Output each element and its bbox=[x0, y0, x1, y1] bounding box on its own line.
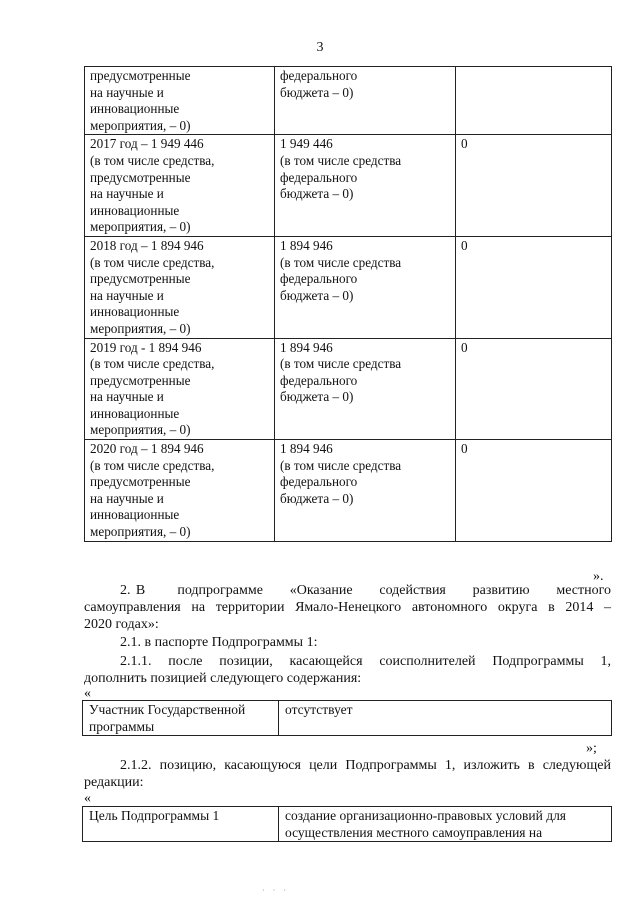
funding-cell-1: 2020 год – 1 894 946 (в том числе средства, предусмотренные на научные и инновационные мероприятия, – 0) bbox=[85, 440, 275, 542]
goal-table bbox=[82, 806, 612, 842]
goal-label: Цель Подпрограммы 1 bbox=[83, 807, 279, 842]
funding-cell-1: 2018 год – 1 894 946 (в том числе средства, предусмотренные на научные и инновационные мероприятия, – 0) bbox=[85, 236, 275, 338]
paragraph-2-1-1-line-1: 2.1.1. после позиции, касающейся соисполнителей Подпрограммы 1, bbox=[120, 654, 611, 669]
funding-row bbox=[85, 440, 612, 542]
funding-cell-3: 0 bbox=[456, 135, 612, 237]
participant-table bbox=[82, 700, 612, 736]
funding-cell-2: 1 894 946 (в том числе средства федерального бюджета – 0) bbox=[275, 236, 456, 338]
paragraph-2-1-2-line-1: 2.1.2. позицию, касающуюся цели Подпрограммы 1, изложить в следующей bbox=[120, 758, 611, 773]
paragraph-2-1-2-line-2: редакции: bbox=[84, 775, 144, 790]
open-quote-2: « bbox=[84, 791, 91, 806]
funding-cell-3: 0 bbox=[456, 236, 612, 338]
funding-cell-1: 2017 год – 1 949 446 (в том числе средства, предусмотренные на научные и инновационные мероприятия, – 0) bbox=[85, 135, 275, 237]
funding-cell-2: 1 949 446 (в том числе средства федерального бюджета – 0) bbox=[275, 135, 456, 237]
funding-cell-2: федерального бюджета – 0) bbox=[275, 67, 456, 135]
funding-cell-2: 1 894 946 (в том числе средства федерального бюджета – 0) bbox=[275, 338, 456, 440]
funding-row bbox=[85, 236, 612, 338]
funding-row bbox=[85, 67, 612, 135]
participant-label: Участник Государственной программы bbox=[83, 701, 279, 736]
open-quote-1: « bbox=[84, 686, 91, 701]
funding-row bbox=[85, 338, 612, 440]
funding-table bbox=[84, 66, 612, 542]
paragraph-2-line-2: самоуправления на территории Ямало-Ненецкого автономного округа в 2014 – bbox=[84, 600, 611, 615]
paragraph-2-1-1-line-2: дополнить позицией следующего содержания: bbox=[84, 671, 362, 686]
page-number: 3 bbox=[316, 40, 324, 55]
paragraph-2-1: 2.1. в паспорте Подпрограммы 1: bbox=[120, 635, 318, 650]
funding-cell-3: 0 bbox=[456, 338, 612, 440]
goal-value: создание организационно-правовых условий для осуществления местного самоуправления на bbox=[279, 807, 612, 842]
funding-cell-3: 0 bbox=[456, 440, 612, 542]
close-quote-1: ». bbox=[593, 569, 604, 584]
funding-cell-3 bbox=[456, 67, 612, 135]
scan-dots: · · · bbox=[262, 886, 289, 895]
paragraph-2-line-1: 2. В подпрограмме «Оказание содействия развитию местного bbox=[120, 583, 611, 598]
close-quote-2: »; bbox=[586, 741, 597, 756]
funding-cell-2: 1 894 946 (в том числе средства федерального бюджета – 0) bbox=[275, 440, 456, 542]
participant-value: отсутствует bbox=[279, 701, 612, 736]
paragraph-2-line-3: 2020 годах»: bbox=[84, 617, 159, 632]
funding-row bbox=[85, 135, 612, 237]
funding-cell-1: предусмотренные на научные и инновационные мероприятия, – 0) bbox=[85, 67, 275, 135]
funding-cell-1: 2019 год - 1 894 946 (в том числе средства, предусмотренные на научные и инновационные мероприятия, – 0) bbox=[85, 338, 275, 440]
